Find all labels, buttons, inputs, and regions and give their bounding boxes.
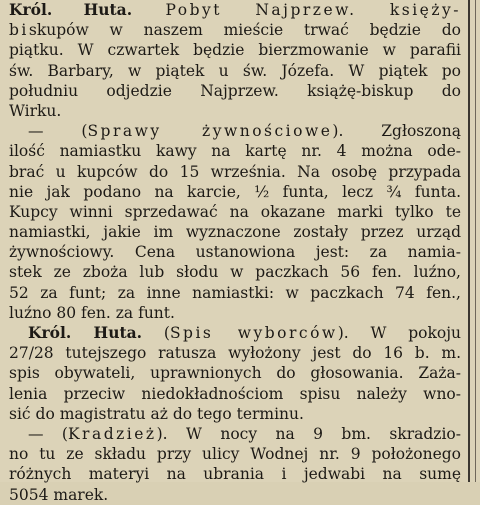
text-line: Kupcy winni sprzedawać na okazane marki tylko te <box>9 202 461 221</box>
text-line: 5054 marek. <box>9 485 109 504</box>
column-rule <box>468 0 470 482</box>
text-line: sić do magistratu aż do tego terminu. <box>9 404 304 423</box>
article-column <box>9 0 461 505</box>
text-line: 52 za funt; za inne namiastki: w paczkach 74 fen., <box>9 283 461 302</box>
text-line: lenia przeciw niedokładnościom spisu należy wno- <box>9 384 461 403</box>
text-line: Wirku. <box>9 101 62 120</box>
text-line: piątku. W czwartek będzie bierzmowanie w parafii <box>9 41 461 60</box>
text-span: ). W pokoju <box>337 324 461 342</box>
text-span: bi <box>9 21 29 40</box>
text-line: południu odjedzie Najprzew. książę-biskup do <box>9 81 461 100</box>
text-line: no tu ze składu przy ulicy Wodnej nr. 9 położonego <box>9 445 461 464</box>
text-line: nie jak podano na karcie, ½ funta, lecz ¾ funta. <box>9 182 461 201</box>
text-line: różnych materyi na ubrania i jedwabi na sumę <box>9 465 461 484</box>
text-line <box>9 0 461 20</box>
place-heading: Król. Huta. <box>9 0 133 19</box>
place-heading: Król. Huta. <box>28 323 143 342</box>
text-line: brać u kupców do 15 września. Na osobę przypada <box>9 162 461 181</box>
text-line <box>9 121 461 141</box>
text-span: ). Zgłoszoną <box>332 122 461 141</box>
section-heading: Spis wyborców <box>169 324 338 342</box>
text-line: 27/28 tutejszego ratusza wyłożony jest do 16 b. m. <box>9 344 461 363</box>
text-line: luźno 80 fen. za funt. <box>9 303 175 322</box>
text-span: ). W nocy na 9 bm. skradzio- <box>156 424 461 443</box>
text-span: — ( <box>28 424 68 443</box>
text-span: — ( <box>28 122 88 141</box>
section-heading: Kradzież <box>67 424 157 443</box>
text-line: spis obywateli, uprawnionych do głosowania. Zaża- <box>9 364 461 383</box>
section-heading: Sprawy żywnościowe <box>87 122 333 141</box>
text-span: ( <box>142 324 170 342</box>
text-line <box>9 20 461 40</box>
text-line: stek ze zboża lub słodu w paczkach 56 fen. luźno, <box>9 263 461 282</box>
text-line: ilość namiastku kawy na kartę nr. 4 można ode- <box>9 142 461 161</box>
text-line <box>9 424 461 444</box>
text-line <box>9 323 461 343</box>
text-line: żywnościowy. Cena ustanowiona jest: za namia- <box>9 243 461 262</box>
text-span: Pobyt Najprzew. księży- <box>132 1 462 19</box>
column-rule-thin <box>475 0 476 482</box>
text-line: św. Barbary, w piątek u św. Józefa. W piątek po <box>9 61 461 80</box>
text-line: namiastki, jakie im wyznaczone zostały przez urząd <box>9 223 461 242</box>
text-span: skupów w naszem mieście trwać będzie do <box>28 21 461 40</box>
